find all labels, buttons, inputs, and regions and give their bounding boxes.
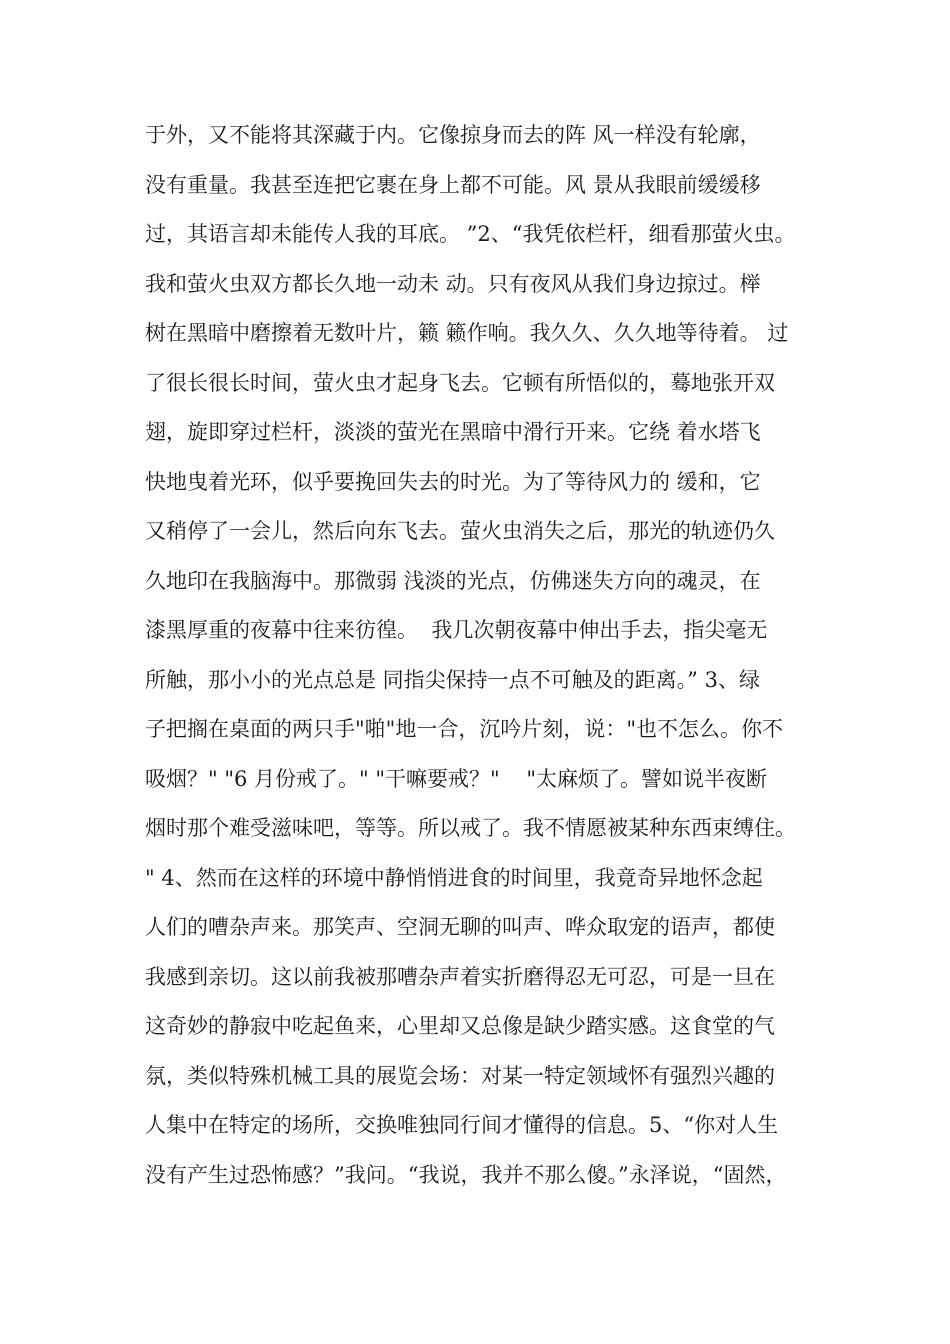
- text-line: 过，其语言却未能传人我的耳底。 ”2、“我凭依栏杆，细看那萤火虫。: [145, 222, 796, 246]
- text-line: 又稍停了一会儿，然后向东飞去。萤火虫消失之后，那光的轨迹仍久: [145, 519, 775, 543]
- text-line: 这奇妙的静寂中吃起鱼来，心里却又总像是缺少踏实感。这食堂的气: [145, 1014, 775, 1038]
- text-line: 我感到亲切。这以前我被那嘈杂声着实折磨得忍无可忍，可是一旦在: [145, 964, 775, 989]
- text-line: 所触，那小小的光点总是 同指尖保持一点不可触及的距离。” 3、绿: [145, 667, 760, 692]
- text-line: 久地印在我脑海中。那微弱 浅淡的光点，仿佛迷失方向的魂灵，在: [145, 568, 761, 593]
- text-line: 翅，旋即穿过栏杆，淡淡的萤光在黑暗中滑行开来。它绕 着水塔飞: [145, 420, 761, 444]
- text-line: 了很长很长时间，萤火虫才起身飞去。它顿有所悟似的，蓦地张开双: [145, 370, 775, 395]
- text-line: 没有重量。我甚至连把它裹在身上都不可能。风 景从我眼前缓缓移: [145, 172, 761, 197]
- text-line: 人集中在特定的场所，交换唯独同行间才懂得的信息。5、“你对人生: [145, 1113, 779, 1137]
- text-line: 子把搁在桌面的两只手"啪"地一合，沉吟片刻，说："也不怎么。你不: [145, 717, 783, 741]
- text-line: 没有产生过恐怖感？”我问。“我说，我并不那么傻。”永泽说，“固然，: [145, 1162, 787, 1187]
- text-line: 氛，类似特殊机械工具的展览会场：对某一特定领域怀有强烈兴趣的: [145, 1063, 775, 1088]
- text-line: 快地曳着光环，似乎要挽回失去的时光。为了等待风力的 缓和，它: [145, 469, 761, 494]
- text-line: 树在黑暗中磨擦着无数叶片，籁 籁作响。我久久、久久地等待着。 过: [145, 321, 789, 345]
- body-text: [145, 111, 815, 1200]
- text-line: " 4、然而在这样的环境中静悄悄进食的时间里，我竟奇异地怀念起: [145, 865, 763, 890]
- text-line: 漆黑厚重的夜幕中往来彷徨。 我几次朝夜幕中伸出手去，指尖毫无: [145, 618, 768, 642]
- text-line: 于外，又不能将其深藏于内。它像掠身而去的阵 风一样没有轮廓，: [145, 123, 761, 147]
- text-line: 烟时那个难受滋味吧，等等。所以戒了。我不情愿被某种东西束缚住。: [145, 816, 796, 840]
- text-line: 我和萤火虫双方都长久地一动未 动。只有夜风从我们身边掠过。榉: [145, 271, 761, 296]
- text-line: 人们的嘈杂声来。那笑声、空洞无聊的叫声、哗众取宠的语声，都使: [145, 915, 775, 939]
- text-line: 吸烟？" "6 月份戒了。" "干嘛要戒？" "太麻烦了。譬如说半夜断: [145, 766, 768, 791]
